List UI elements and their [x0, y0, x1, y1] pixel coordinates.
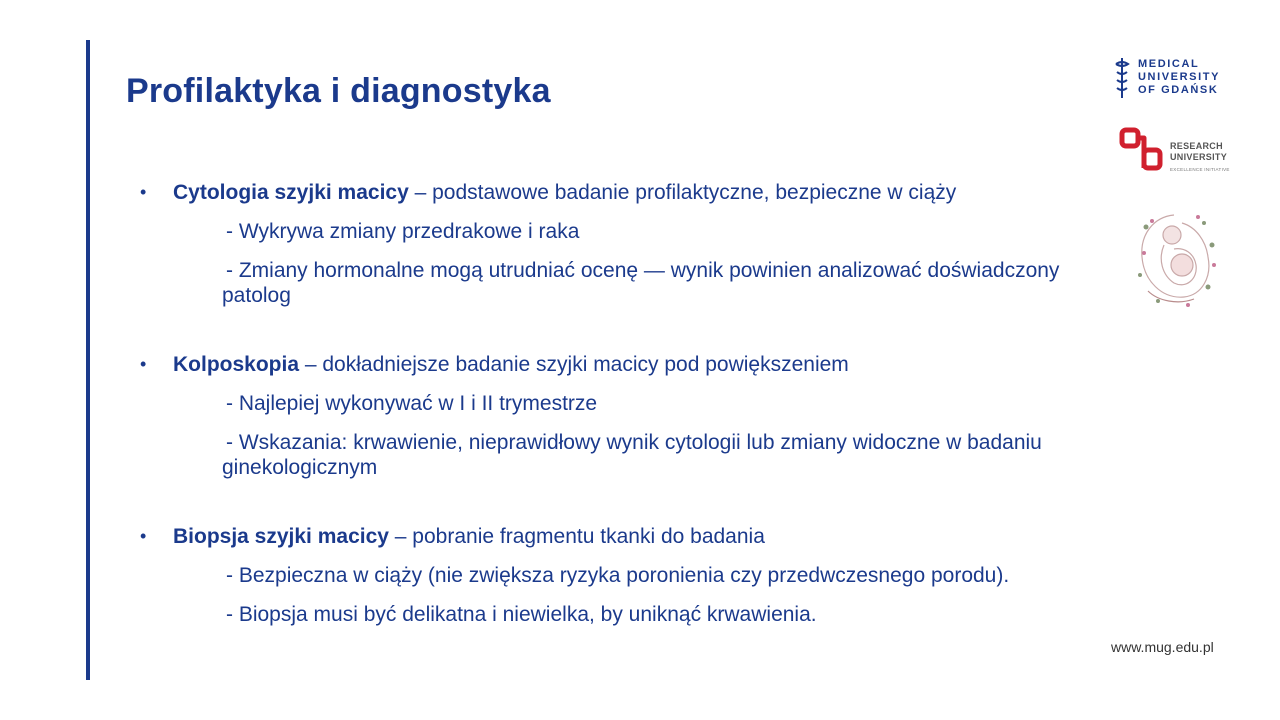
ru-logo-line: UNIVERSITY	[1170, 152, 1228, 162]
bullet-desc: – dokładniejsze badanie szyjki macicy pod powiększeniem	[299, 353, 849, 376]
slide-content	[140, 180, 1060, 627]
bullet-desc: – podstawowe badanie profilaktyczne, bezpieczne w ciąży	[408, 181, 957, 204]
bullet-cytologia	[140, 180, 1060, 205]
bullet-dot-icon: •	[140, 182, 147, 202]
pregnancy-illustration-icon	[1128, 205, 1220, 313]
bullet-kolposkopia	[140, 352, 1060, 377]
sub-point-text: - Najlepiej wykonywać w I i II trymestrze	[226, 392, 598, 415]
ru-logo-line: RESEARCH	[1170, 141, 1223, 151]
bullet-biopsja	[140, 524, 1060, 549]
sub-point-text: - Wykrywa zmiany przedrakowe i raka	[226, 220, 580, 243]
research-university-logo	[1118, 126, 1233, 176]
sub-point	[140, 563, 1060, 588]
sub-point-text: - Bezpieczna w ciąży (nie zwiększa ryzyka poronienia czy przedwczesnego porodu).	[226, 564, 1010, 587]
bullet-dot-icon: •	[140, 354, 147, 374]
ru-mark-icon	[1118, 126, 1166, 174]
bullet-term: Cytologia szyjki macicy	[173, 181, 409, 204]
bullet-term: Biopsja szyjki macicy	[173, 525, 389, 548]
bullet-desc: – pobranie fragmentu tkanki do badania	[388, 525, 765, 548]
mug-logo	[1112, 56, 1232, 102]
mug-logo-line: UNIVERSITY	[1138, 71, 1221, 83]
mug-logo-line: OF GDAŃSK	[1138, 84, 1219, 96]
left-accent-bar	[86, 40, 90, 680]
sub-point	[140, 602, 1060, 627]
slide-title: Profilaktyka i diagnostyka	[126, 72, 551, 110]
mug-logo-line: MEDICAL	[1138, 58, 1200, 70]
sub-point	[140, 258, 1060, 308]
bullet-dot-icon: •	[140, 526, 147, 546]
sub-point	[140, 391, 1060, 416]
sub-point-text: - Biopsja musi być delikatna i niewielka, by uniknąć krwawienia.	[226, 603, 817, 626]
sub-point-text: - Zmiany hormonalne mogą utrudniać ocenę — wynik powinien analizować doświadczony patolog	[222, 259, 1060, 307]
website-link[interactable]: www.mug.edu.pl	[1111, 639, 1214, 655]
ru-logo-subtext: EXCELLENCE INITIATIVE	[1170, 167, 1230, 172]
sub-point-text: - Wskazania: krwawienie, nieprawidłowy wynik cytologii lub zmiany widoczne w badaniu ginekologicznym	[222, 431, 1042, 479]
mug-logo-text	[1138, 58, 1220, 97]
sub-point	[140, 430, 1060, 480]
ru-logo-text	[1170, 141, 1227, 163]
caduceus-icon	[1112, 56, 1132, 100]
bullet-term: Kolposkopia	[173, 353, 300, 376]
sub-point	[140, 219, 1060, 244]
